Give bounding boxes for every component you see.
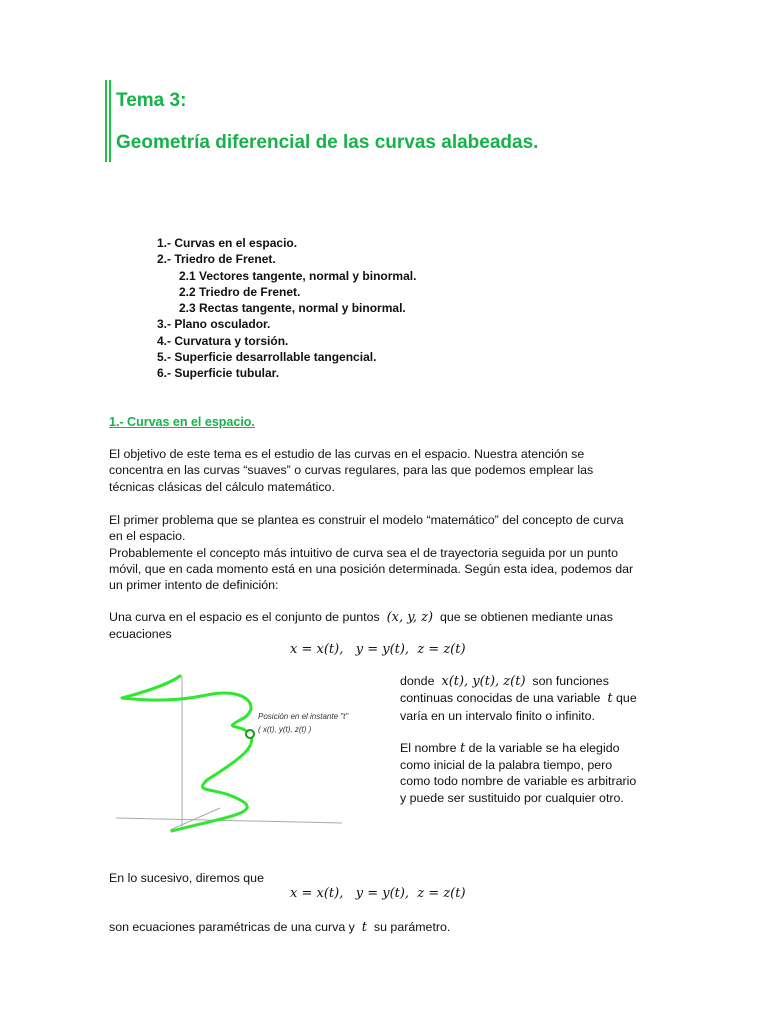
text-run: de la variable se ha elegido (468, 740, 620, 755)
text-line: en el espacio. (109, 529, 186, 544)
paragraph-model (109, 512, 669, 593)
helix-figure (112, 668, 382, 838)
toc-item: 4.- Curvatura y torsión. (157, 333, 289, 348)
text-line: ecuaciones (109, 627, 172, 642)
toc-item: 2.1 Vectores tangente, normal y binormal. (179, 268, 417, 283)
text-line: técnicas clásicas del cálculo matemático. (109, 479, 335, 494)
math-inline: t (607, 691, 613, 707)
paragraph-intro (109, 446, 669, 495)
toc-item: 5.- Superficie desarrollable tangencial. (157, 350, 377, 365)
title-rule (105, 80, 107, 162)
helix-curve (122, 676, 252, 831)
text-line: El primer problema que se plantea es construir el modelo “matemático” del concepto de curva (109, 513, 624, 527)
title-block (103, 80, 703, 162)
figure-label-position: Posición en el instante "t" (258, 712, 349, 721)
chapter-title: Geometría diferencial de las curvas alabeadas. (116, 132, 539, 153)
paragraph-continuation (109, 870, 669, 886)
helix-plot (112, 668, 382, 838)
text-line: y puede ser sustituido por cualquier otro. (400, 790, 624, 805)
text-run: El nombre (400, 740, 457, 755)
figure-description (400, 673, 720, 806)
text-run: son ecuaciones paramétricas de una curva y (109, 920, 355, 934)
text-run: que (616, 691, 637, 706)
paragraph-parameter (109, 919, 669, 936)
section-heading: 1.- Curvas en el espacio. (109, 415, 255, 429)
equation-parametric-2: x = x(t), y = y(t), z = z(t) (290, 886, 466, 901)
toc-item: 2.- Triedro de Frenet. (157, 252, 276, 267)
text-run: que se obtienen mediante unas (439, 610, 613, 624)
text-line: varía en un intervalo finito o infinito. (400, 708, 595, 723)
text-line: como todo nombre de variable es arbitrario (400, 774, 637, 789)
text-run: su parámetro. (373, 920, 451, 934)
toc-item: 6.- Superficie tubular. (157, 366, 280, 381)
toc-item: 2.3 Rectas tangente, normal y binormal. (179, 301, 406, 316)
text-run: donde (400, 674, 435, 688)
math-inline: x(t), y(t), z(t) (441, 674, 526, 689)
table-of-contents (157, 235, 416, 382)
toc-item: 1.- Curvas en el espacio. (157, 236, 298, 250)
text-line (109, 919, 669, 936)
text-line: móvil, que en cada momento está en una posición determinada. Según esta idea, podemos dar (109, 561, 634, 576)
x-axis (116, 818, 342, 823)
math-inline: t (361, 920, 368, 935)
math-inline: (x, y, z) (386, 610, 434, 625)
text-run: son funciones (532, 674, 609, 688)
text-line: Probablemente el concepto más intuitivo de curva sea el de trayectoria seguida por un punto (109, 545, 619, 560)
text-line: El objetivo de este tema es el estudio de las curvas en el espacio. Nuestra atención se (109, 447, 585, 461)
text-run: continuas conocidas de una variable (400, 691, 601, 706)
text-line (109, 609, 669, 626)
toc-item: 2.2 Triedro de Frenet. (179, 284, 301, 299)
text-line (400, 690, 720, 707)
paragraph-definition (109, 609, 669, 643)
position-point (246, 730, 254, 738)
text-line: concentra en las curvas “suaves” o curvas regulares, para las que podemos emplear las (109, 463, 594, 478)
text-line: En lo sucesivo, diremos que (109, 871, 264, 885)
figure-label-coords: ( x(t), y(t), z(t) ) (258, 725, 312, 734)
chapter-label: Tema 3: (116, 90, 187, 111)
math-inline: t (459, 740, 466, 756)
text-line (400, 673, 720, 690)
equation-parametric: x = x(t), y = y(t), z = z(t) (290, 642, 466, 657)
text-line (400, 740, 720, 757)
text-run: Una curva en el espacio es el conjunto de puntos (109, 610, 380, 624)
title-rule (109, 80, 111, 162)
text-line: un primer intento de definición: (109, 578, 279, 593)
text-line: como inicial de la palabra tiempo, pero (400, 758, 613, 773)
toc-item: 3.- Plano osculador. (157, 317, 271, 332)
